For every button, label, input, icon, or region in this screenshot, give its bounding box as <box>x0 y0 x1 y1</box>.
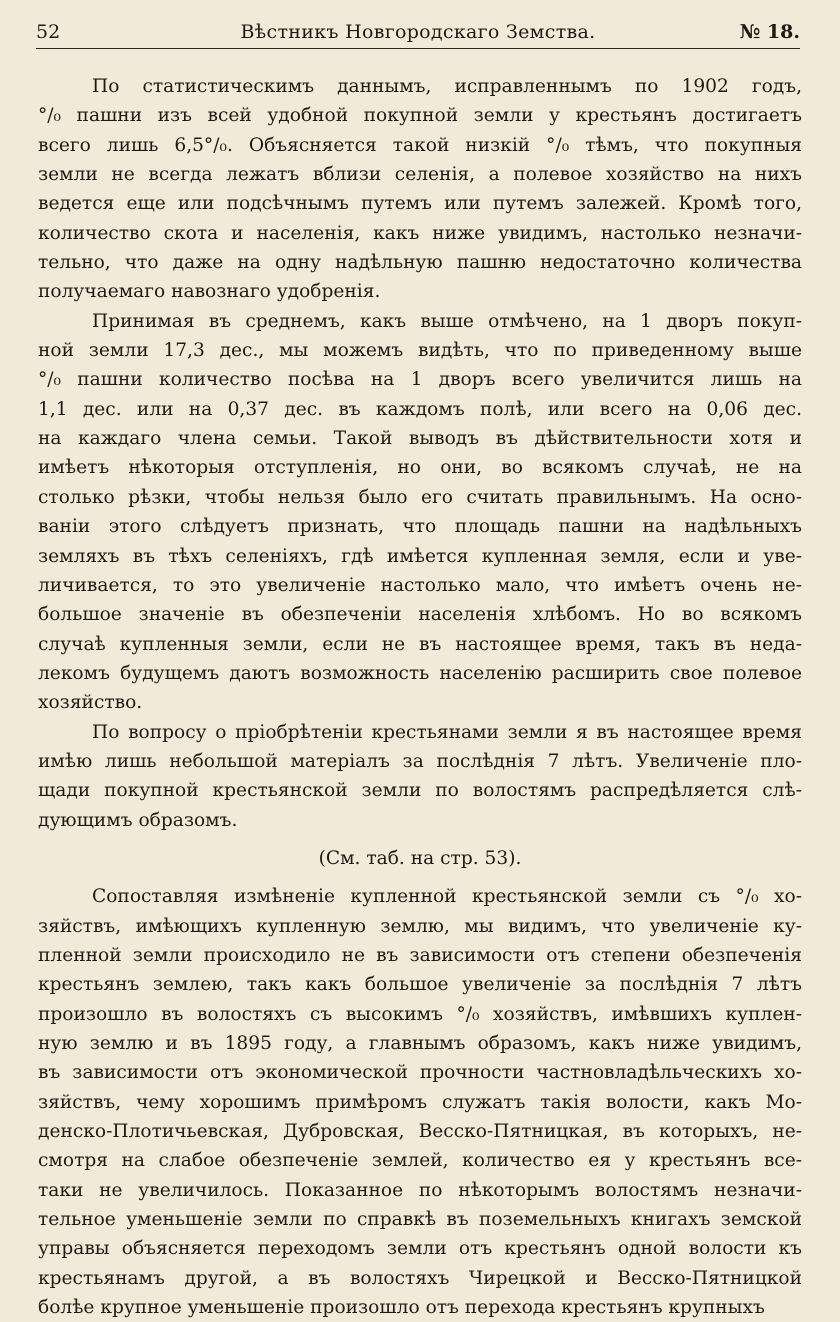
text-line: зяйствъ, имѣющихъ купленную землю, мы видимъ, что увеличеніе ку- <box>38 915 802 937</box>
text-line: таки не увеличилось. Показанное по нѣкоторымъ волостямъ незначи- <box>38 1179 802 1201</box>
text-line: произошло въ волостяхъ съ высокимъ °/₀ хозяйствъ, имѣвшихъ куплен- <box>38 1003 802 1025</box>
text-line: имѣетъ нѣкоторыя отступленія, но они, во всякомъ случаѣ, не на <box>38 457 802 479</box>
text-line: количество скота и населенія, какъ ниже увидимъ, настолько незначи- <box>38 222 802 244</box>
running-title: Вѣстникъ Новгородскаго Земства. <box>240 21 596 43</box>
text-line: пленной земли происходило не въ зависимости отъ степени обезпеченія <box>38 944 802 966</box>
text-line: хозяйство. <box>38 692 143 714</box>
text-line: крестьянъ землею, такъ какъ большое увеличеніе за послѣднія 7 лѣтъ <box>38 974 802 996</box>
text-line: ваніи этого слѣдуетъ признать, что площадь пашни на надѣльныхъ <box>38 516 802 538</box>
text-line: получаемаго навознаго удобренія. <box>38 281 381 303</box>
text-line: земляхъ въ тѣхъ селеніяхъ, гдѣ имѣется купленная земля, если и уве- <box>38 545 802 567</box>
text-line: имѣю лишь небольшой матеріалъ за послѣднія 7 лѣтъ. Увеличеніе пло- <box>38 750 802 772</box>
text-line: тельное уменьшеніе земли по справкѣ въ поземельныхъ книгахъ земской <box>38 1209 802 1231</box>
text-line: ведется еще или подсѣчнымъ путемъ или путемъ залежей. Кромѣ того, <box>38 193 802 215</box>
text-line: Принимая въ среднемъ, какъ выше отмѣчено, на 1 дворъ покуп- <box>92 310 802 332</box>
text-line: на каждаго члена семьи. Такой выводъ въ дѣйствительности хотя и <box>38 428 802 450</box>
text-line: щади покупной крестьянской земли по волостямъ распредѣляется слѣ- <box>38 780 802 802</box>
paragraph-2 <box>38 307 802 718</box>
text-line: земли не всегда лежатъ вблизи селенія, а полевое хозяйство на нихъ <box>38 164 802 186</box>
text-line: крестьянамъ другой, а въ волостяхъ Чирецкой и Весско-Пятницкой <box>38 1267 802 1289</box>
text-line: ной земли 17,3 дес., мы можемъ видѣть, что по приведенному выше <box>38 340 802 362</box>
paragraph-4 <box>38 882 802 1322</box>
text-line: °/₀ пашни количество посѣва на 1 дворъ всего увеличится лишь на <box>38 369 802 391</box>
paragraph-1 <box>38 72 802 307</box>
text-line: случаѣ купленныя земли, если не въ настоящее время, такъ въ неда- <box>38 633 802 655</box>
text-line: болѣе крупное уменьшеніе произошло отъ перехода крестьянъ крупныхъ <box>38 1297 765 1319</box>
text-line: По вопросу о пріобрѣтеніи крестьянами земли я въ настоящее время <box>92 721 802 743</box>
text-line: 1,1 дес. или на 0,37 дес. въ каждомъ полѣ, или всего на 0,06 дес. <box>38 398 802 420</box>
text-line: По статистическимъ даннымъ, исправленнымъ по 1902 годъ, <box>92 76 802 97</box>
text-line: зяйствъ, чему хорошимъ примѣромъ служатъ такія волости, какъ Мо- <box>38 1091 802 1113</box>
text-line: Сопоставляя измѣненіе купленной крестьянской земли съ °/₀ хо- <box>92 886 802 908</box>
body-text <box>38 72 802 1322</box>
text-line: въ зависимости отъ экономической прочности частновладѣльческихъ хо- <box>38 1062 802 1084</box>
text-line: ную землю и въ 1895 году, а главнымъ образомъ, какъ ниже увидимъ, <box>38 1033 802 1054</box>
text-line: всего лишь 6,5°/₀. Объясняется такой низкій °/₀ тѣмъ, что покупныя <box>38 134 802 156</box>
running-header <box>36 18 800 49</box>
text-line: лекомъ будущемъ даютъ возможность населенію расширить свое полевое <box>38 662 802 684</box>
text-line: дующимъ образомъ. <box>38 809 238 831</box>
text-line: столько рѣзки, чтобы нельзя было его считать правильнымъ. На осно- <box>38 486 802 508</box>
text-line: большое значеніе въ обезпеченіи населенія хлѣбомъ. Но во всякомъ <box>38 604 802 626</box>
table-reference: (См. таб. на стр. 53). <box>318 847 522 869</box>
page-number: 52 <box>36 21 61 43</box>
text-line: денско-Плотичьевская, Дубровская, Весско-Пятницкая, въ которыхъ, не- <box>38 1121 802 1143</box>
paragraph-3 <box>38 718 802 835</box>
text-line: °/₀ пашни изъ всей удобной покупной земли у крестьянъ достигаетъ <box>38 105 802 127</box>
text-line: личивается, то это увеличеніе настолько мало, что имѣетъ очень не- <box>38 574 802 596</box>
text-line: смотря на слабое обезпеченіе землей, количество ея у крестьянъ все- <box>38 1150 802 1172</box>
text-line: управы объясняется переходомъ земли отъ крестьянъ одной волости къ <box>38 1238 802 1260</box>
text-line: тельно, что даже на одну надѣльную пашню недостаточно количества <box>38 252 802 274</box>
issue-number: № 18. <box>739 21 800 43</box>
